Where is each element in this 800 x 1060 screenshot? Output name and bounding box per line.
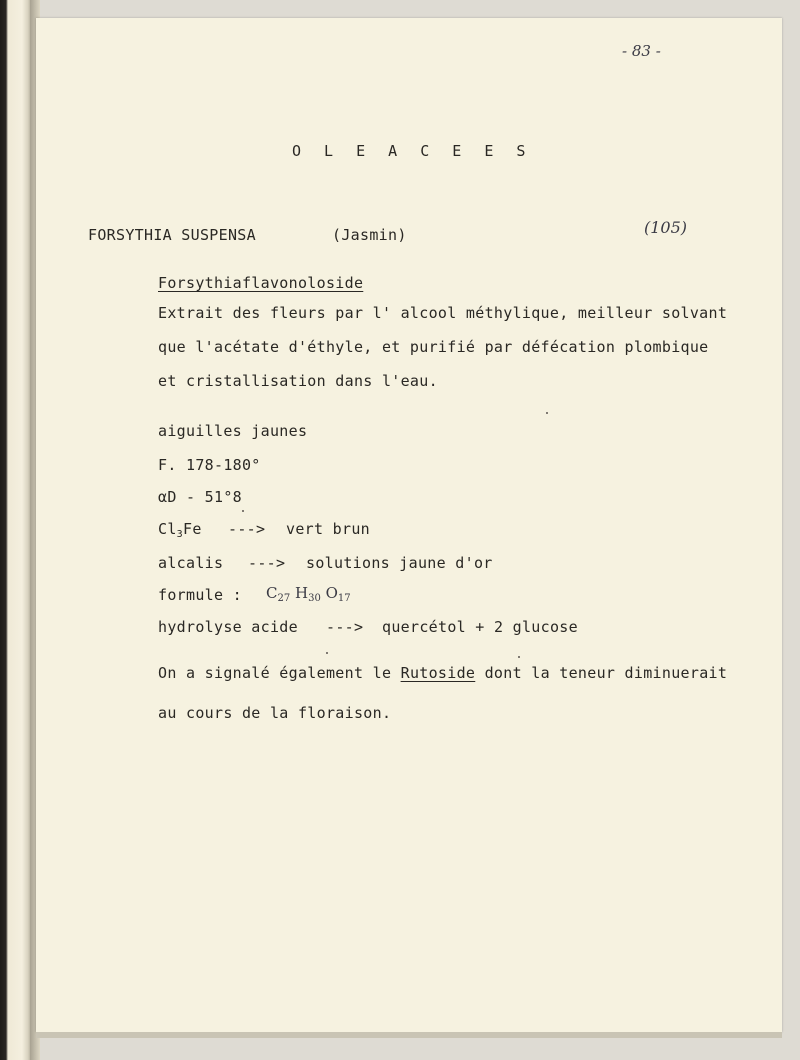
scan-speck (326, 652, 328, 654)
note-prefix: On a signalé également le (158, 664, 401, 682)
page-edge (36, 1032, 782, 1038)
book-binding (0, 0, 30, 1060)
formula-carbon: C (266, 584, 278, 602)
hydrolysis-label: hydrolyse acide (158, 618, 298, 636)
fecl3-arrow: ---> (228, 520, 266, 538)
scan-speck (546, 412, 548, 414)
extraction-line-2: que l'acétate d'éthyle, et purifié par défécation plombique (158, 338, 709, 356)
note-line-2: au cours de la floraison. (158, 704, 392, 722)
note-line-1 (158, 664, 727, 682)
species-reference: (105) (644, 218, 688, 237)
property-rotation: αD - 51°8 (158, 488, 242, 506)
formula-label: formule : (158, 586, 242, 604)
scan-speck (242, 510, 244, 512)
compound-name: Forsythiaflavonoloside (158, 274, 364, 292)
hydrolysis-arrow: ---> (326, 618, 364, 636)
species-name: FORSYTHIA SUSPENSA (88, 226, 256, 244)
formula-oxygen: O (325, 584, 338, 602)
family-title: O L E A C E E S (292, 142, 533, 160)
alkali-reagent: alcalis (158, 554, 224, 572)
molecular-formula (266, 584, 351, 604)
document-page (36, 18, 782, 1032)
property-appearance: aiguilles jaunes (158, 422, 308, 440)
formula-hydrogen: H (295, 584, 309, 602)
fecl3-reagent-rest: Fe (183, 520, 202, 538)
alkali-result: solutions jaune d'or (306, 554, 493, 572)
formula-hydrogen-count: 30 (308, 593, 321, 604)
scan-speck (518, 656, 520, 658)
note-rutoside: Rutoside (400, 664, 476, 682)
fecl3-reagent: Cl (158, 520, 177, 538)
formula-carbon-count: 27 (277, 593, 291, 604)
property-melting-point: F. 178-180° (158, 456, 261, 474)
fecl3-result: vert brun (286, 520, 370, 538)
formula-oxygen-count: 17 (337, 593, 351, 604)
species-common-name: (Jasmin) (332, 226, 407, 244)
alkali-arrow: ---> (248, 554, 286, 572)
hydrolysis-result: quercétol + 2 glucose (382, 618, 578, 636)
page-number: - 83 - (622, 42, 661, 60)
note-suffix: dont la teneur diminuerait (475, 664, 728, 682)
property-fecl3 (158, 520, 202, 540)
extraction-line-1: Extrait des fleurs par l' alcool méthylique, meilleur solvant (158, 304, 728, 322)
fecl3-subscript: 3 (176, 529, 183, 540)
extraction-line-3: et cristallisation dans l'eau. (158, 372, 438, 390)
